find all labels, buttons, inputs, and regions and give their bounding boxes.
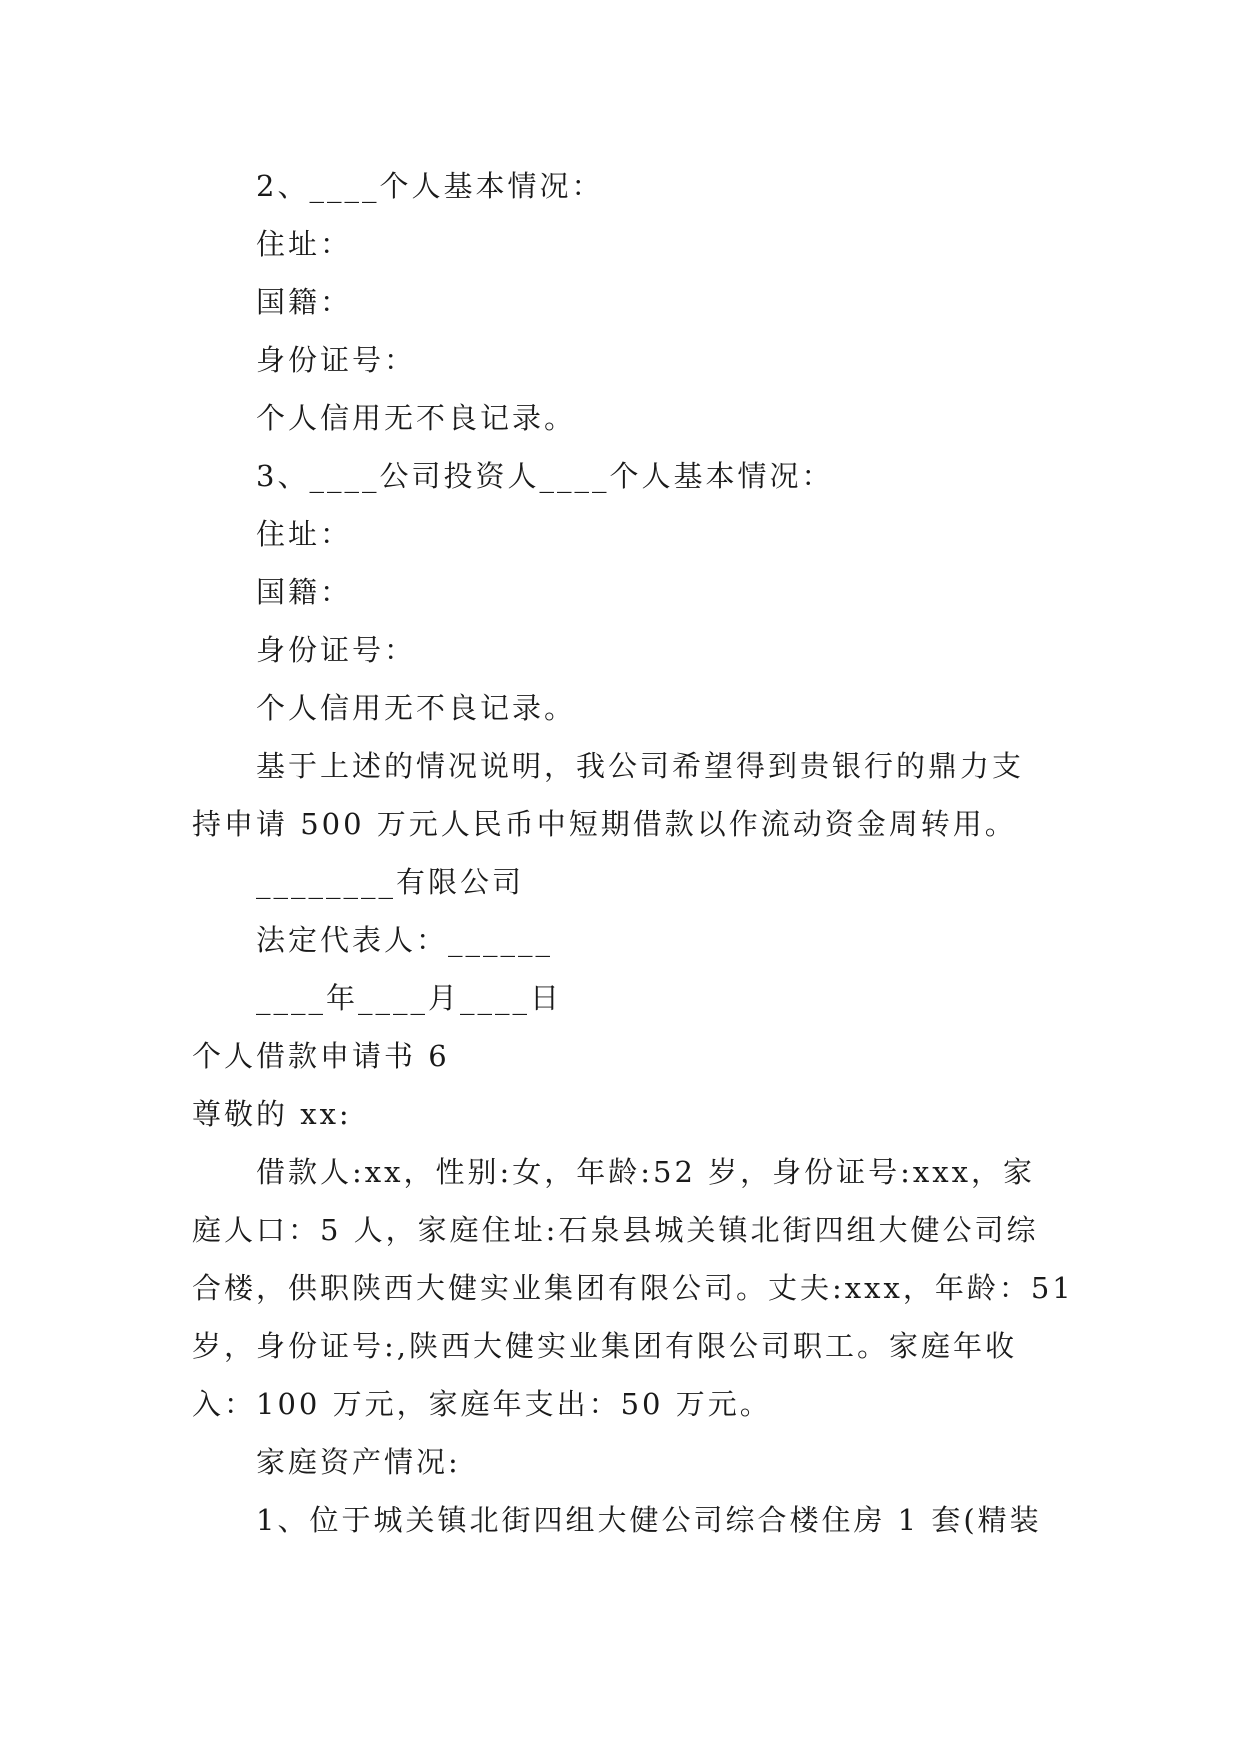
text-line: 住址： [256,227,353,261]
paragraph-line: 合楼，供职陕西大健实业集团有限公司。丈夫:xxx，年龄：51 [192,1271,1074,1305]
text-line: 身份证号： [256,343,417,377]
text-line: 国籍： [256,575,353,609]
text-line: 个人信用无不良记录。 [256,691,577,725]
text-line: 身份证号： [256,633,417,667]
paragraph-line: 岁，身份证号:,陕西大健实业集团有限公司职工。家庭年收 [192,1329,1017,1363]
paragraph-line: 基于上述的情况说明，我公司希望得到贵银行的鼎力支 [256,749,1025,783]
date-line: ____年____月____日 [256,981,563,1015]
text-line: 家庭资产情况: [256,1445,461,1479]
text-line: 3、____公司投资人____个人基本情况： [256,459,834,493]
text-line: 国籍： [256,285,353,319]
legal-representative: 法定代表人：______ [256,923,554,957]
salutation: 尊敬的 xx: [192,1097,352,1131]
paragraph-line: 持申请 500 万元人民币中短期借款以作流动资金周转用。 [192,807,1017,841]
paragraph-line: 庭人口：5 人，家庭住址:石泉县城关镇北街四组大健公司综 [192,1213,1039,1247]
text-line: 1、位于城关镇北街四组大健公司综合楼住房 1 套(精装 [256,1503,1042,1537]
text-line: 个人信用无不良记录。 [256,401,577,435]
text-line: 住址： [256,517,353,551]
paragraph-line: 入：100 万元，家庭年支出：50 万元。 [192,1387,772,1421]
text-line: 2、____个人基本情况： [256,169,604,203]
section-title: 个人借款申请书 6 [192,1039,450,1073]
paragraph-line: 借款人:xx，性别:女，年龄:52 岁，身份证号:xxx，家 [256,1155,1035,1189]
company-signature: ________有限公司 [256,865,525,899]
